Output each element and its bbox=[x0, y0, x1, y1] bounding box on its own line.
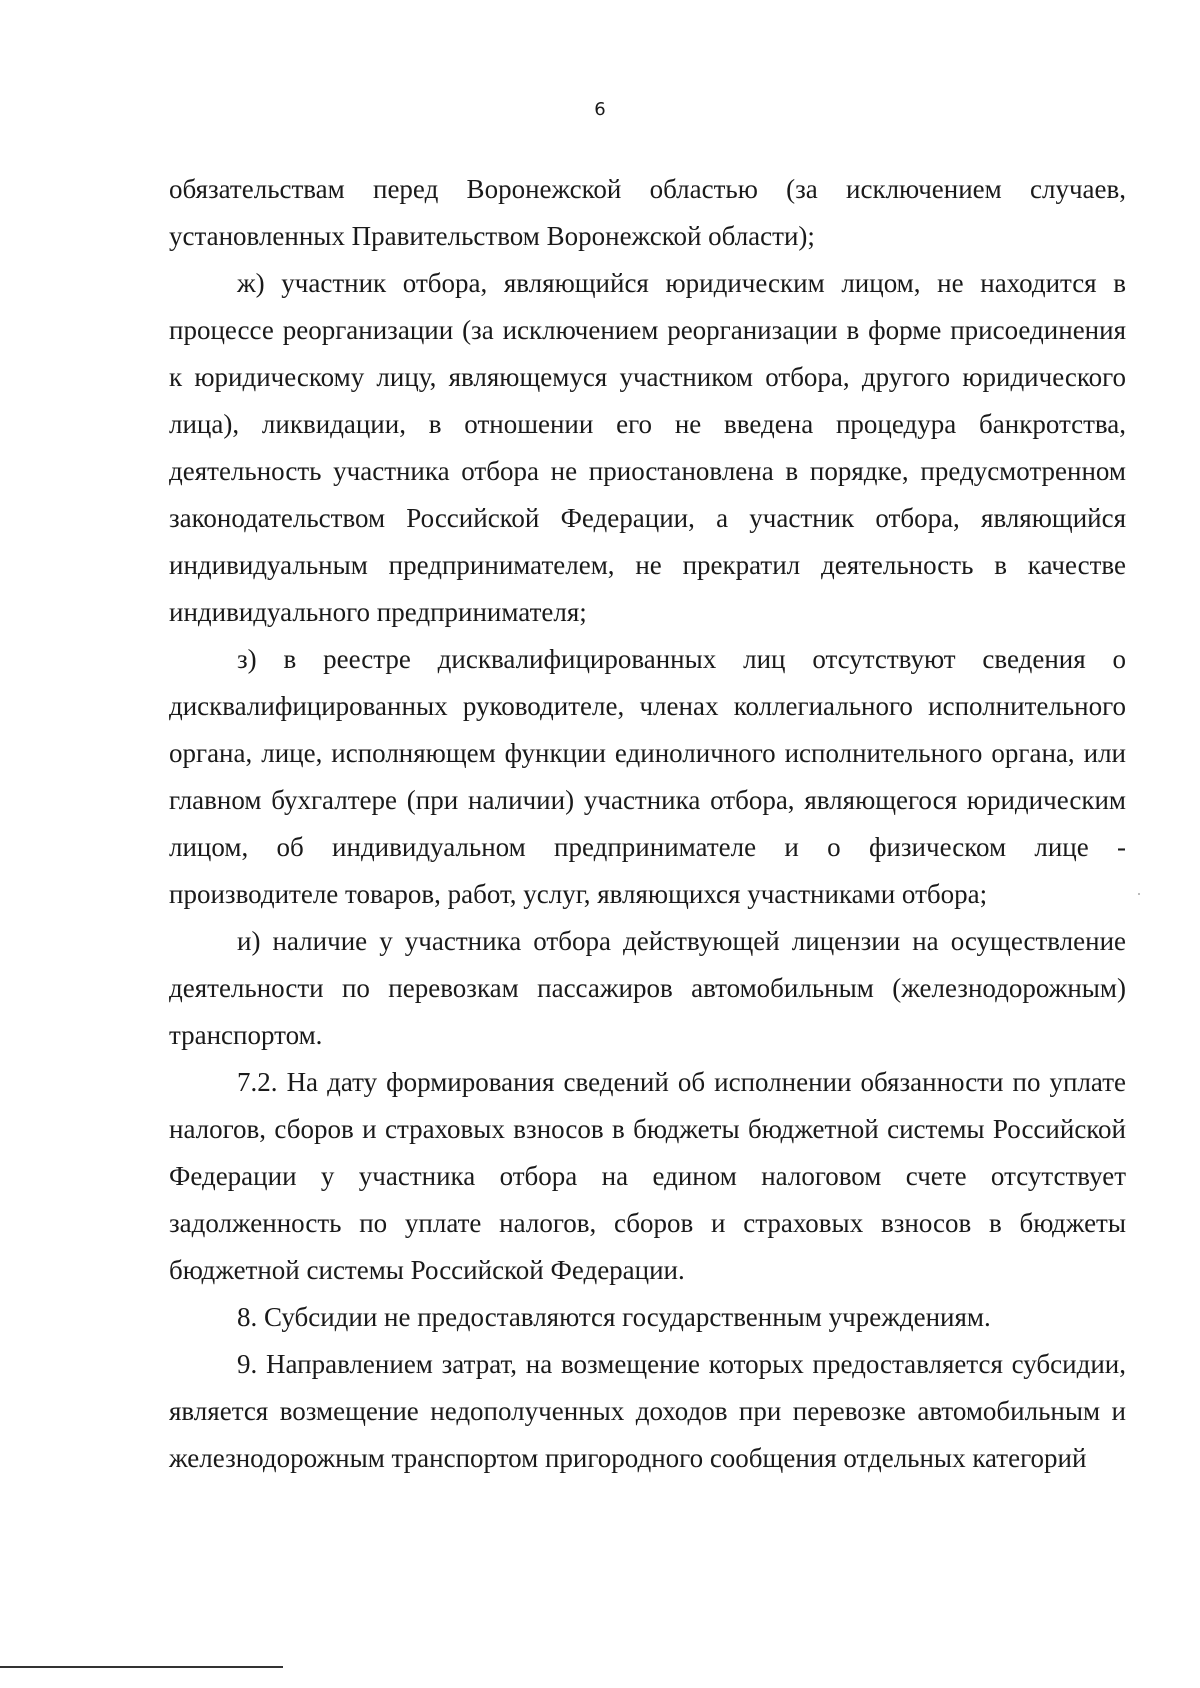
paragraph-item-7-2: 7.2. На дату формирования сведений об исполнении обязанности по уплате налогов, сборов и страховых взносов в бюджеты бюджетной системы Российской Федерации у участника отбора на едином налоговом счете отсутствует задолженность по уплате налогов, сборов и страховых взносов в бюджеты бюджетной системы Российской Федерации. bbox=[169, 1067, 1126, 1285]
paragraph-item-9: 9. Направлением затрат, на возмещение которых предоставляется субсидии, является возмещение недополученных доходов при перевозке автомобильным и железнодорожным транспортом пригородного сообщения отдельных категорий bbox=[169, 1349, 1126, 1473]
paragraph-item-z: з) в реестре дисквалифицированных лиц отсутствуют сведения о дисквалифицированных руководителе, членах коллегиального исполнительного органа, лице, исполняющем функции единоличного исполнительного органа, или главном бухгалтере (при наличии) участника отбора, являющегося юридическим лицом, об индивидуальном предпринимателе и о физическом лице - производителе товаров, работ, услуг, являющихся участниками отбора; bbox=[169, 644, 1126, 909]
document-body bbox=[169, 166, 1126, 1482]
scan-artifact bbox=[1138, 893, 1140, 895]
paragraph-item-zh: ж) участник отбора, являющийся юридическим лицом, не находится в процессе реорганизации (за исключением реорганизации в форме присоединения к юридическому лицу, являющемуся участником отбора, другого юридического лица), ликвидации, в отношении его не введена процедура банкротства, деятельность участника отбора не приостановлена в порядке, предусмотренном законодательством Российской Федерации, а участник отбора, являющийся индивидуальным предпринимателем, не прекратил деятельность в качестве индивидуального предпринимателя; bbox=[169, 268, 1126, 627]
paragraph-item-8: 8. Субсидии не предоставляются государственным учреждениям. bbox=[237, 1302, 991, 1332]
paragraph-continuation: обязательствам перед Воронежской областью (за исключением случаев, установленных Правительством Воронежской области); bbox=[169, 174, 1126, 251]
page-number: 6 bbox=[594, 99, 606, 120]
paragraph-item-i: и) наличие у участника отбора действующей лицензии на осуществление деятельности по перевозкам пассажиров автомобильным (железнодорожным) транспортом. bbox=[169, 926, 1126, 1050]
footnote-divider bbox=[0, 1666, 283, 1668]
